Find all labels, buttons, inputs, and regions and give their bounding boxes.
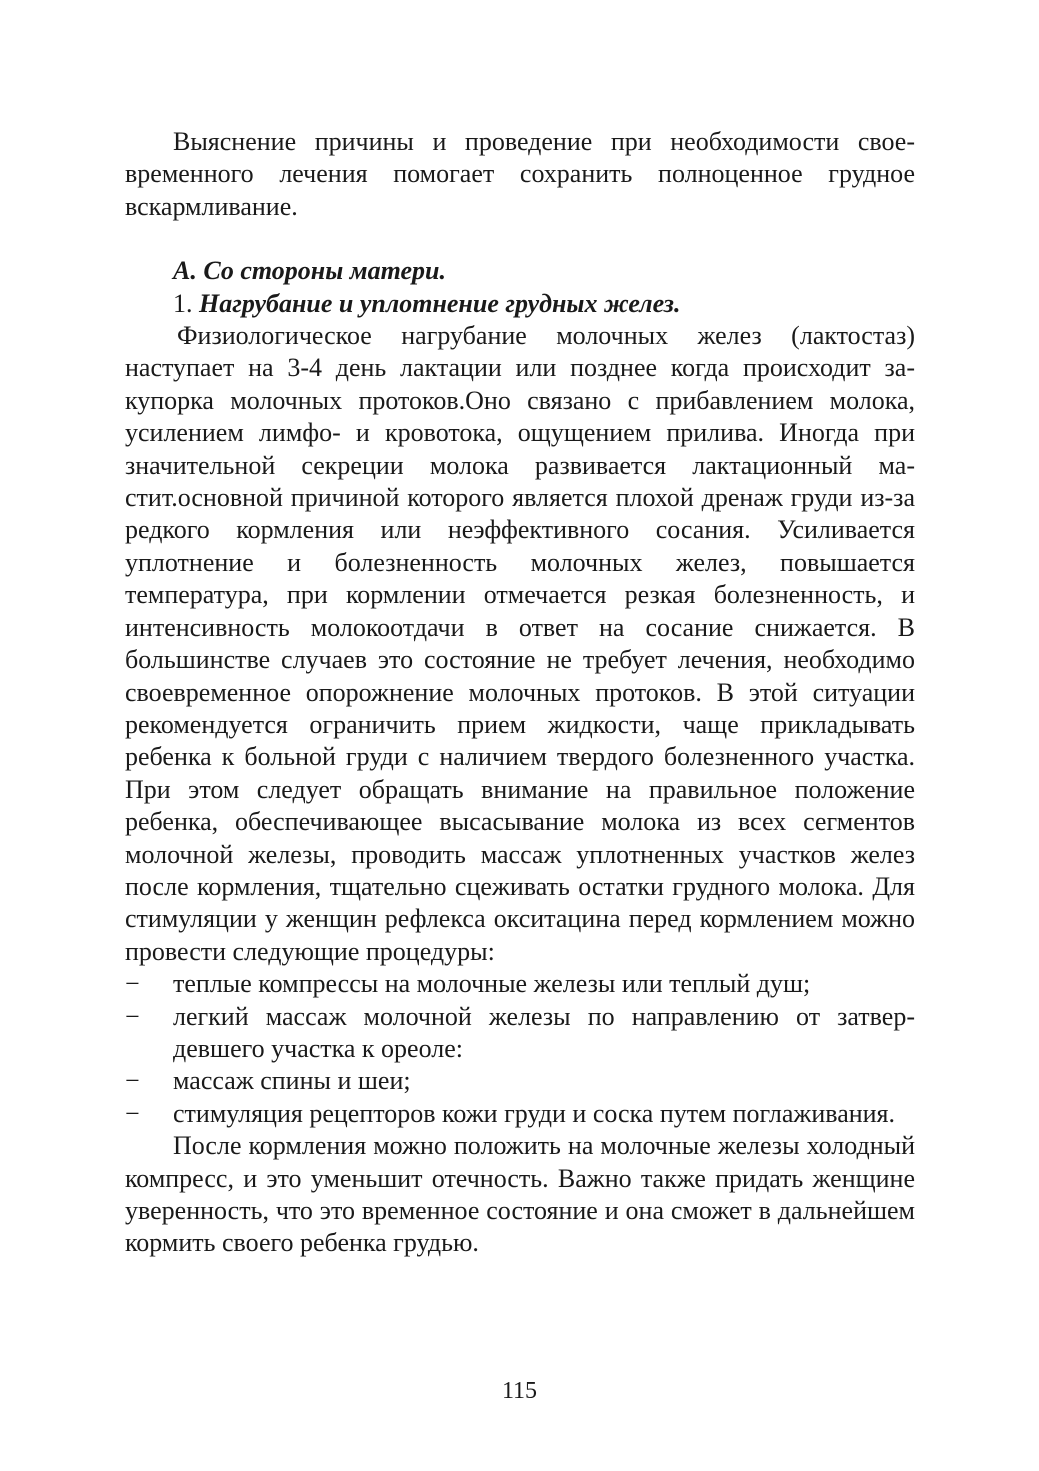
subsection-number: 1. bbox=[173, 288, 193, 318]
list-marker: − bbox=[125, 1001, 140, 1031]
page-body bbox=[125, 126, 915, 1260]
list-item bbox=[125, 1001, 915, 1066]
main-paragraph: Физиологическое нагрубание молочных желез (лактостаз) наступает на 3-4 день лактации или позднее когда происходит закупорка молочных протоков.Оно связано с прибавлением молока, усилением лимфо- и кровотока, ощущением прилива. Иногда при значительной секреции молока развивается лактационный мастит.основной причиной которого является плохой дренаж груди из-за редкого кормления или неэффективного сосания. Усиливается уплотнение и болезненность молочных желез, повышается температура, при кормлении отмечается резкая болезненность, и интенсивность молокоотдачи в ответ на сосание снижается. В большинстве случаев это состояние не требует лечения, необходимо своевременное опорожнение молочных протоков. В этой ситуации рекомендуется ограничить прием жидкости, чаще прикладывать ребенка к больной груди с наличием твердого болезненного участка. При этом следует обращать внимание на правильное положение ребенка, обеспечивающее высасывание молока из всех сегментов молочной железы, проводить массаж уплотненных участков желез после кормления, тщательно сцеживать остатки грудного молока. Для стимуляции у женщин рефлекса окситацина перед кормлением можно провести следующие процедуры: bbox=[125, 321, 915, 966]
list-item-text: массаж спины и шеи; bbox=[173, 1066, 411, 1096]
section-heading: А. Со стороны матери. bbox=[173, 256, 446, 286]
closing-paragraph: После кормления можно положить на молочные железы холодный компресс, и это уменьшит отечность. Важно также придать женщине уверенность, что это временное состояние и она сможет в дальнейшем кормить своего ребенка грудью. bbox=[125, 1131, 915, 1258]
subsection-heading bbox=[125, 288, 915, 320]
list-item-text: стимуляция рецепторов кожи груди и соска путем поглаживания. bbox=[173, 1098, 896, 1128]
list-marker: − bbox=[125, 1066, 140, 1096]
list-item bbox=[125, 1065, 915, 1097]
list-item bbox=[125, 1098, 915, 1130]
subsection-title: Нагрубание и уплотнение грудных желез. bbox=[199, 288, 681, 318]
list-item-text: легкий массаж молочной железы по направлению от затвердевшего участка к ореоле: bbox=[173, 1001, 915, 1063]
list-marker: − bbox=[125, 969, 140, 999]
list-item bbox=[125, 968, 915, 1000]
intro-paragraph: Выяснение причины и проведение при необходимости своевременного лечения помогает сохранить полноценное грудное вскармливание. bbox=[125, 127, 915, 221]
procedure-list bbox=[125, 968, 915, 1130]
list-item-text: теплые компрессы на молочные железы или теплый душ; bbox=[173, 969, 811, 999]
spacer bbox=[125, 223, 915, 255]
list-marker: − bbox=[125, 1098, 140, 1128]
page-number: 115 bbox=[501, 1378, 538, 1404]
